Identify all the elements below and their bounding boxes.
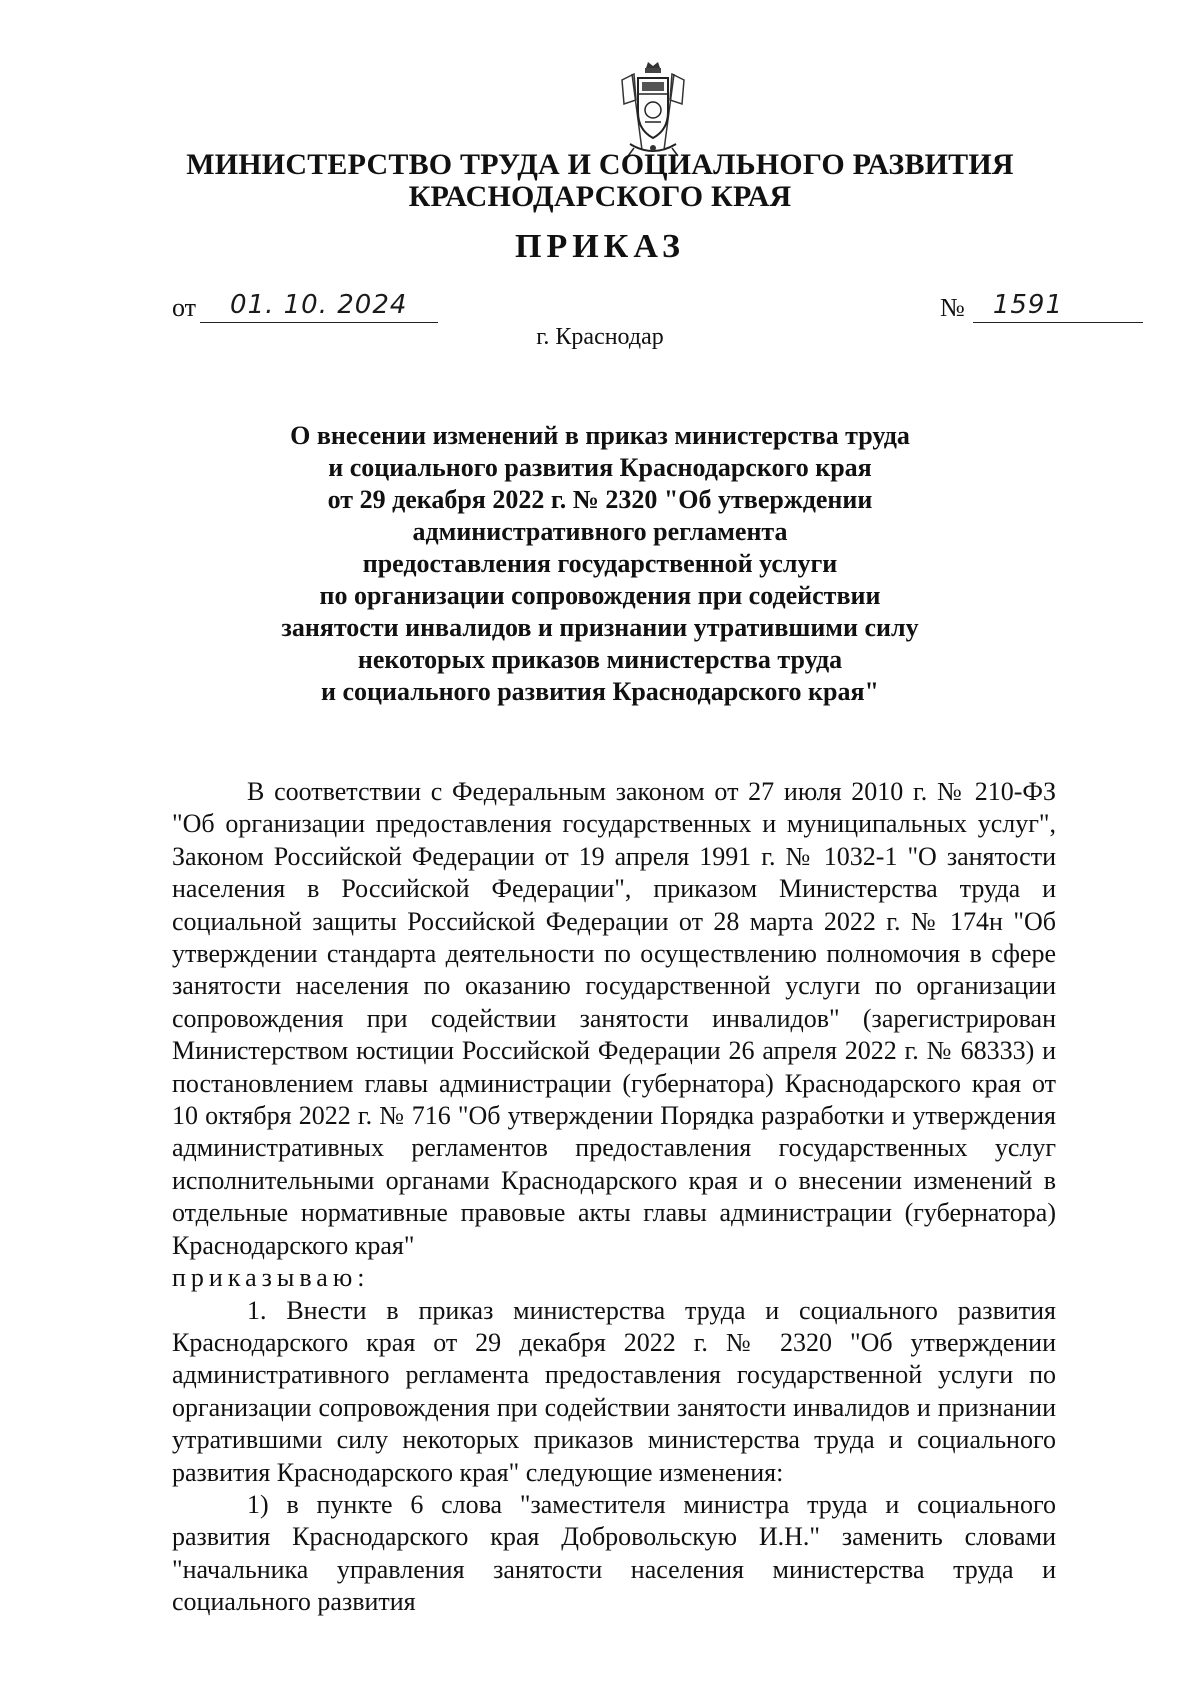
title-line: и социального развития Краснодарского края bbox=[328, 453, 872, 482]
title-line: и социального развития Краснодарского края" bbox=[321, 677, 879, 706]
document-title bbox=[200, 420, 1000, 708]
order-number bbox=[940, 292, 1143, 323]
body-paragraph-subitem1: 1) в пункте 6 слова "заместителя министра труда и социального развития Краснодарского края Добровольскую И.Н." заменить словами "начальника управления занятости населения министерства труда и социального развития bbox=[172, 1489, 1056, 1617]
title-line: занятости инвалидов и признании утратившими силу bbox=[281, 613, 919, 642]
order-word: приказываю: bbox=[172, 1263, 370, 1293]
document-type: ПРИКАЗ bbox=[515, 228, 685, 265]
number-line bbox=[973, 292, 1143, 323]
handwritten-number: 1591 bbox=[992, 290, 1063, 320]
city: г. Краснодар bbox=[536, 324, 664, 350]
coat-of-arms-icon bbox=[612, 60, 694, 160]
title-line: административного регламента bbox=[412, 517, 788, 546]
ministry-name-line2: КРАСНОДАРСКОГО КРАЯ bbox=[408, 180, 792, 213]
date-prefix: от bbox=[172, 293, 197, 322]
title-line: предоставления государственной услуги bbox=[362, 549, 838, 578]
handwritten-date: 01. 10. 2024 bbox=[230, 290, 408, 320]
number-prefix: № bbox=[940, 293, 965, 322]
date-line bbox=[200, 292, 438, 323]
body-paragraph-preamble: В соответствии с Федеральным законом от 27 июля 2010 г. № 210-ФЗ "Об организации предоставления государственных и муниципальных услуг", Законом Российской Федерации от 19 апреля 1991 г. № 1032-1 "О занятости населения в Российской Федерации", приказом Министерства труда и социальной защиты Российской Федерации от 28 марта 2022 г. № 174н "Об утверждении стандарта деятельности по осуществлению полномочия в сфере занятости населения по оказанию государственной услуги по организации сопровождения при содействии занятости инвалидов" (зарегистрирован Министерством юстиции Российской Федерации 26 апреля 2022 г. № 68333) и постановлением главы администрации (губернатора) Краснодарского края от 10 октября 2022 г. № 716 "Об утверждении Порядка разработки и утверждения административных регламентов предоставления государственных услуг исполнительными органами Краснодарского края и о внесении изменений в отдельные нормативные правовые акты главы администрации (губернатора) Краснодарского края" bbox=[172, 777, 1056, 1260]
title-line: по организации сопровождения при содействии bbox=[319, 581, 881, 610]
ministry-name-line1: МИНИСТЕРСТВО ТРУДА И СОЦИАЛЬНОГО РАЗВИТИЯ bbox=[186, 148, 1014, 181]
order-date bbox=[172, 292, 438, 323]
title-line: от 29 декабря 2022 г. № 2320 "Об утверждении bbox=[327, 485, 873, 514]
title-line: некоторых приказов министерства труда bbox=[357, 645, 843, 674]
order-word-paragraph bbox=[172, 1262, 1056, 1294]
body-paragraph-item1: 1. Внести в приказ министерства труда и социального развития Краснодарского края от 29 декабря 2022 г. № 2320 "Об утверждении административного регламента предоставления государственной услуги по организации сопровождения при содействии занятости инвалидов и признании утратившими силу некоторых приказов министерства труда и социального развития Краснодарского края" следующие изменения: bbox=[172, 1295, 1056, 1487]
title-line: О внесении изменений в приказ министерства труда bbox=[290, 421, 910, 450]
document-body bbox=[172, 776, 1056, 1619]
